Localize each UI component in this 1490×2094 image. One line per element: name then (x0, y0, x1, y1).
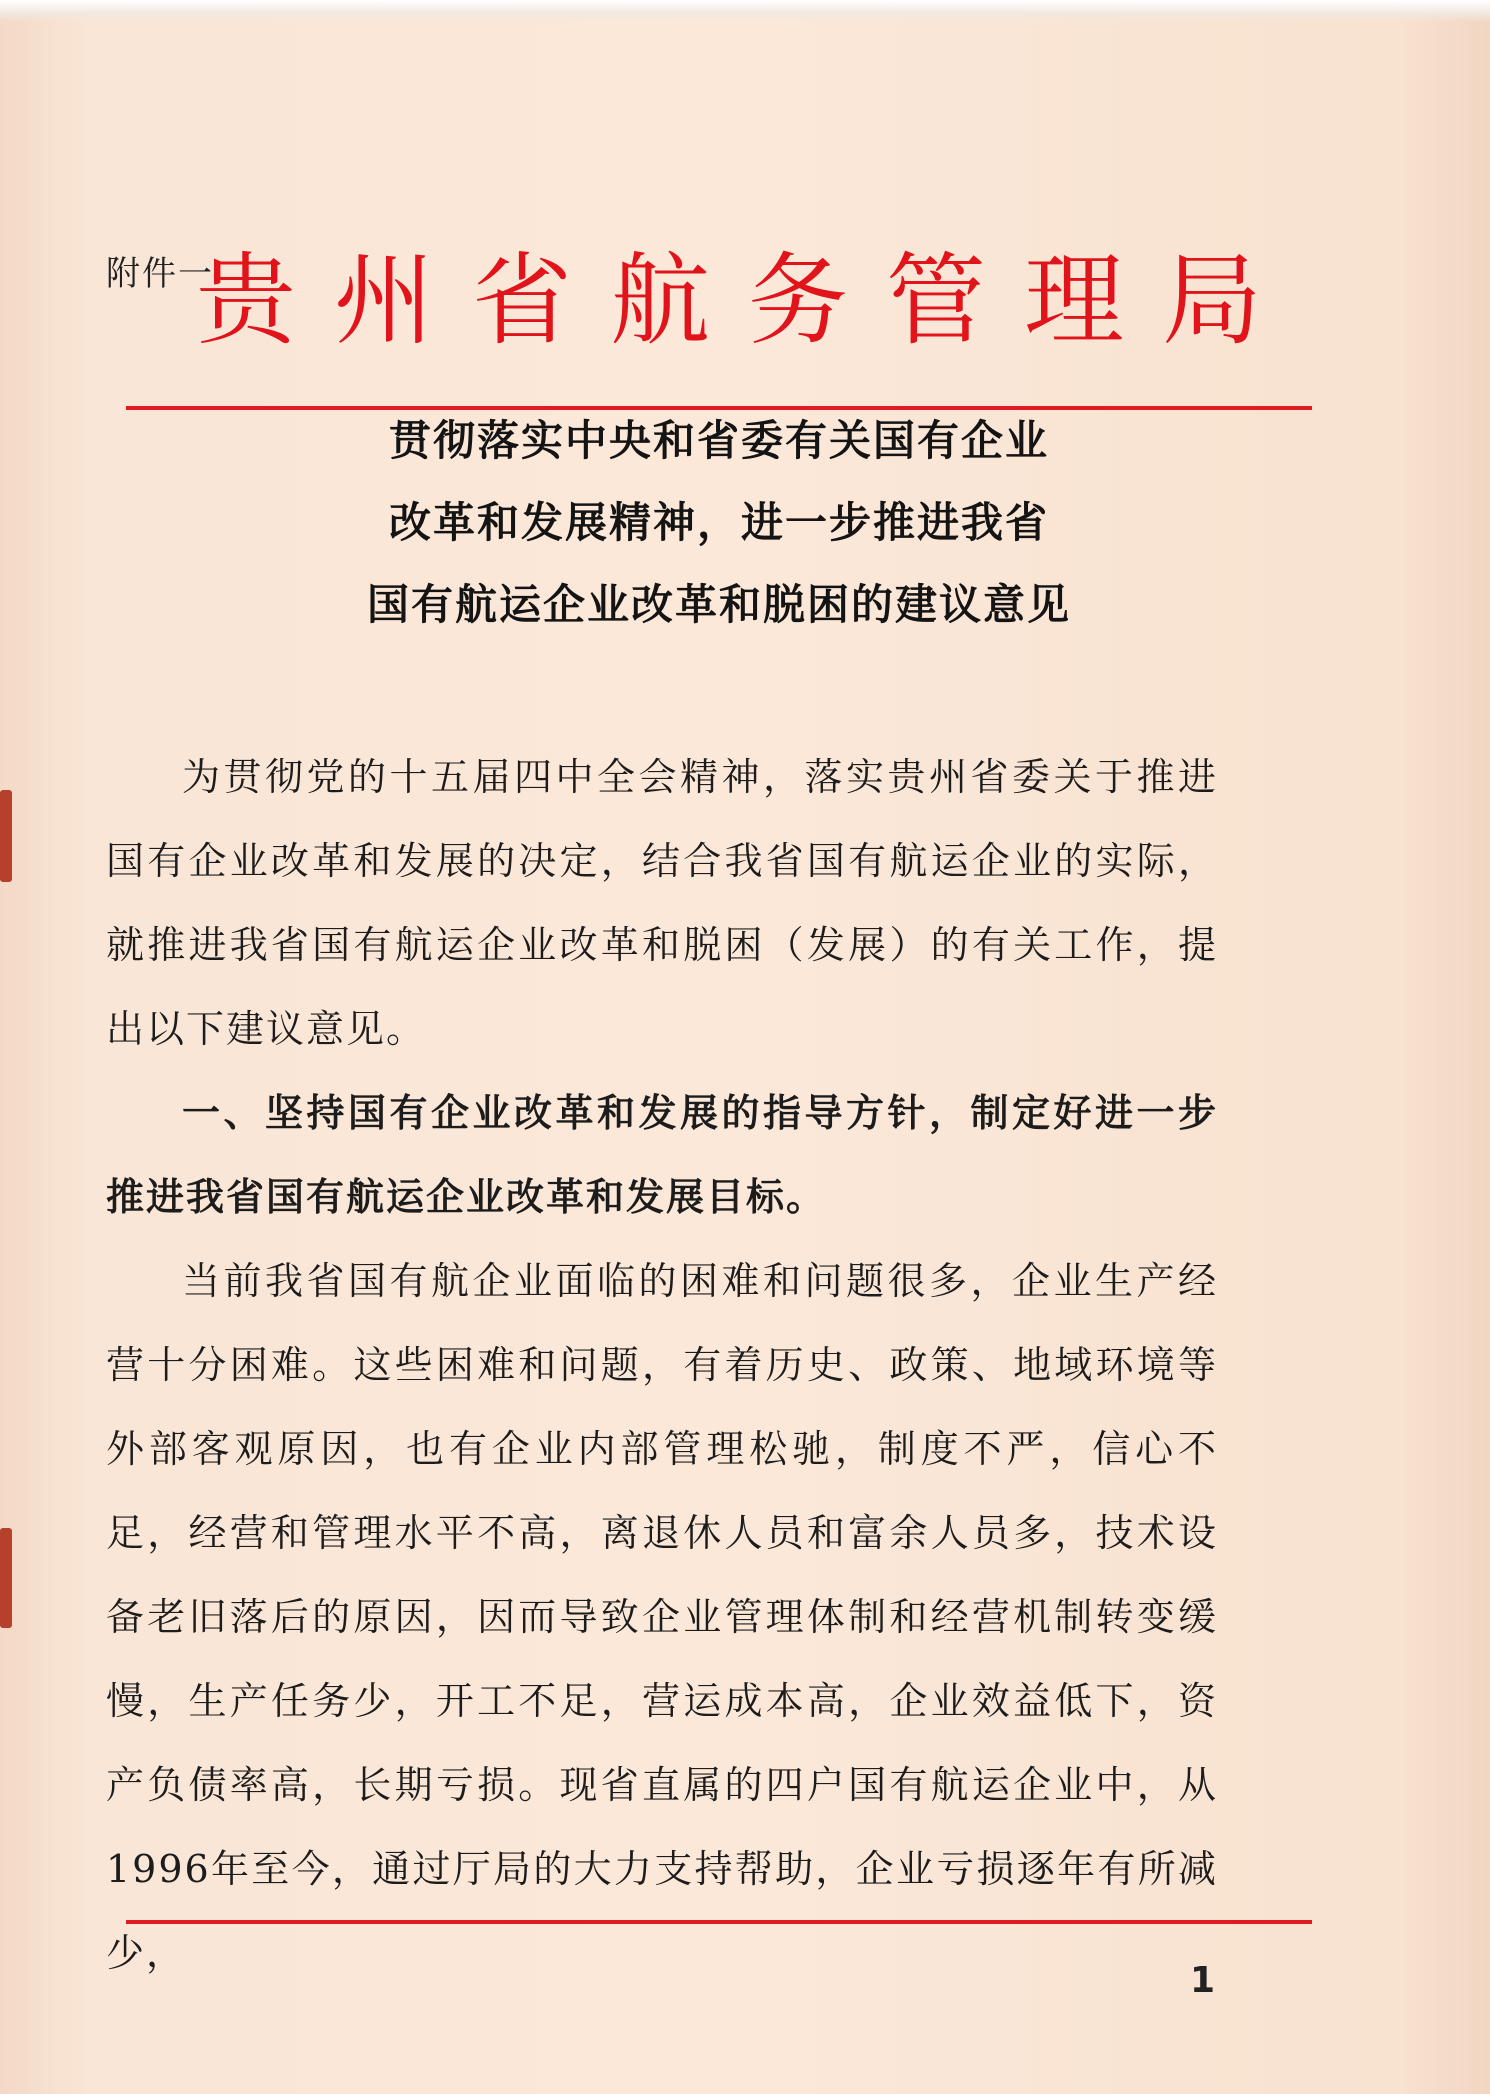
body-paragraph: 当前我省国有航企业面临的困难和问题很多，企业生产经营十分困难。这些困难和问题，有着历史、政策、地域环境等外部客观原因，也有企业内部管理松驰，制度不严，信心不足，经营和管理水平不高，离退休人员和富余人员多，技术设备老旧落后的原因，因而导致企业管理体制和经营机制转变缓慢，生产任务少，开工不足，营运成本高，企业效益低下，资产负债率高，长期亏损。现省直属的四户国有航运企业中，从1996年至今，通过厅局的大力支持帮助，企业亏损逐年有所减少， (106, 1259, 1218, 1975)
document-title-line-3: 国有航运企业改革和脱困的建议意见 (366, 580, 1071, 629)
document-title-line-1: 贯彻落实中央和省委有关国有企业 (388, 416, 1049, 465)
letterhead-title: 贵州省航务管理局 (196, 242, 1300, 359)
scan-top-edge (0, 0, 1490, 22)
binding-mark (0, 790, 12, 882)
binding-mark (0, 1528, 12, 1628)
page-number: 1 (1190, 1960, 1216, 2001)
document-body (106, 735, 1218, 1995)
intro-paragraph: 为贯彻党的十五届四中全会精神，落实贵州省委关于推进国有企业改革和发展的决定，结合我省国有航运企业的实际，就推进我省国有航运企业改革和脱困（发展）的有关工作，提出以下建议意见。 (106, 755, 1218, 1051)
footer-divider (126, 1920, 1312, 1924)
attachment-label: 附件一 (106, 254, 214, 294)
section-heading: 一、坚持国有企业改革和发展的指导方针，制定好进一步推进我省国有航运企业改革和发展目标。 (106, 1091, 1218, 1219)
document-title-line-2: 改革和发展精神，进一步推进我省 (388, 498, 1049, 547)
